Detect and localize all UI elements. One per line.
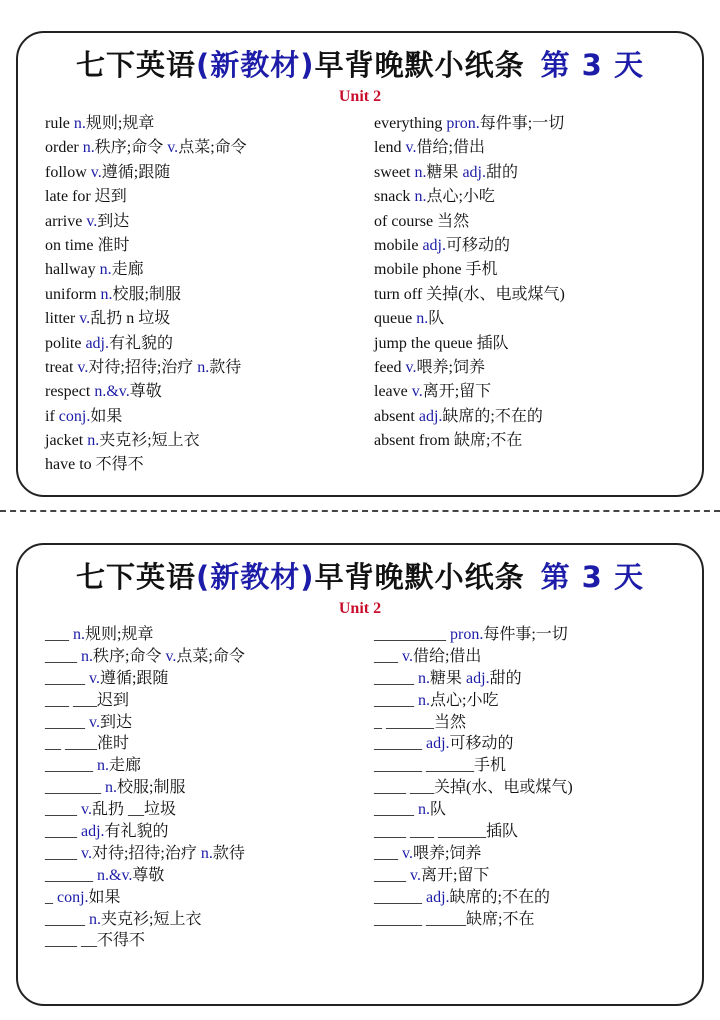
vocab-row [374,755,694,777]
vocab-row [45,843,365,865]
vocab-row [374,429,694,453]
part-of-speech: v. [411,383,423,401]
vocab-text: jump the queue 插队 [374,334,509,352]
vocab-row [45,258,365,282]
vocab-row [45,777,365,799]
vocab-row [45,161,365,185]
vocab-row [374,777,694,799]
vocab-text: 糖果 [426,163,463,181]
vocab-text: 借给;借出 [412,647,482,665]
vocab-text: litter [45,310,80,328]
vocab-text: rule [45,115,74,132]
vocab-text: if [45,407,59,425]
part-of-speech: v. [89,669,100,687]
vocab-text: 甜的 [489,669,522,687]
vocab-row [45,865,365,887]
vocab-text: everything [374,115,447,132]
part-of-speech: adj. [426,888,450,906]
part-of-speech: v. [77,358,89,376]
part-of-speech: pron. [450,626,484,643]
vocab-text: 到达 [97,212,130,230]
part-of-speech: adj. [466,669,490,687]
vocab-text: 有礼貌的 [104,823,169,841]
part-of-speech: v. [405,139,417,157]
part-of-speech: conj. [57,888,89,906]
unit-label: Unit 2 [338,88,382,105]
vocab-text: arrive [45,212,87,230]
part-of-speech: n. [73,626,85,643]
vocab-text: absent [374,407,419,425]
part-of-speech: n. [418,669,430,687]
vocab-text: jacket [45,432,88,450]
vocab-text: treat [45,358,78,376]
vocab-text: ____ __不得不 [45,932,146,950]
title-prefix: 七下英语 [76,560,197,594]
vocab-text: ____ ___关掉(水、电或煤气) [374,779,573,797]
vocab-text: ___ [374,844,402,862]
vocab-text: 校服;制服 [117,779,186,797]
vocab-text: _____ [45,910,89,928]
vocab-text: 尊敬 [129,383,162,401]
vocab-text: 秩序;命令 [93,647,166,665]
vocab-row [374,843,694,865]
part-of-speech: n. [99,261,112,279]
part-of-speech: n. [416,310,429,328]
top-note-card [16,31,704,497]
vocab-text: mobile [374,236,423,254]
vocab-row [45,799,365,821]
vocab-text: respect [45,383,95,401]
part-of-speech: n.&v. [97,866,133,884]
vocab-text: 走廊 [109,757,142,775]
part-of-speech: adj. [422,236,446,254]
vocab-text: 离开;留下 [420,866,490,884]
vocab-text: ______ [45,866,97,884]
vocab-text: leave [374,383,412,401]
vocab-row [45,307,365,331]
vocab-row [374,161,694,185]
part-of-speech: conj. [58,407,91,425]
quiz-column-left [45,624,365,952]
vocab-row [374,112,694,136]
vocab-row [374,733,694,755]
vocab-text: 规则;规章 [85,115,155,132]
part-of-speech: v. [89,713,100,731]
vocab-text: ____ ___ ______插队 [374,823,519,841]
part-of-speech: n. [89,910,101,928]
part-of-speech: v. [402,647,413,665]
vocab-text: 喂养;饲养 [416,358,485,376]
part-of-speech: v. [90,163,102,181]
vocab-text: lend [374,139,406,157]
title-day: 第 3 天 [540,48,644,82]
vocab-text: feed [374,358,406,376]
title-day: 第 3 天 [540,560,644,594]
vocab-row [374,646,694,668]
vocab-text: 缺席的;不在的 [449,888,550,906]
vocab-row [374,690,694,712]
vocab-row [374,380,694,404]
vocab-text: 可移动的 [445,236,510,254]
part-of-speech: v. [167,139,179,157]
vocab-row [374,332,694,356]
vocab-row [45,380,365,404]
part-of-speech: n. [418,801,430,819]
vocab-row [45,909,365,931]
title-highlight: (新教材) [196,48,315,82]
part-of-speech: n. [414,163,427,181]
vocab-text: 校服;制服 [112,285,181,303]
vocab-row [374,234,694,258]
part-of-speech: n. [100,285,113,303]
vocab-text: 规则;规章 [85,626,154,643]
vocab-text: ____ [45,801,81,819]
vocab-text: 甜的 [486,163,519,181]
vocab-text: 款待 [209,358,242,376]
vocab-text: _ [45,888,57,906]
vocab-text: late for 迟到 [45,188,127,206]
part-of-speech: n. [82,139,95,157]
vocab-text: 乱扔 __垃圾 [91,801,176,819]
part-of-speech: adj. [418,407,443,425]
part-of-speech: v. [405,358,417,376]
vocab-text: 每件事;一切 [479,115,565,132]
page-title [18,555,702,596]
title-suffix: 早背晚默小纸条 [314,48,525,82]
vocab-row [374,668,694,690]
vocab-row [45,453,365,477]
vocab-text: 对待;招待;治疗 [91,844,201,862]
vocab-text: _____ [45,713,89,731]
part-of-speech: v. [165,647,177,665]
vocab-text: turn off 关掉(水、电或煤气) [374,285,565,303]
vocab-text: ______ [45,757,97,775]
vocab-text: 如果 [88,888,121,906]
vocab-row [45,185,365,209]
vocab-row [374,185,694,209]
page-title [18,43,702,84]
vocab-text: ____ [374,866,410,884]
vocab-text: ___ ___迟到 [45,691,130,709]
vocab-text: ______ _____缺席;不在 [374,910,535,928]
vocab-row [374,624,694,646]
bottom-quiz-card [16,543,704,1006]
vocab-text: 糖果 [430,669,467,687]
vocab-text: ____ [45,844,81,862]
vocab-text: 点心;小吃 [430,691,499,709]
vocab-text: 尊敬 [132,866,165,884]
vocab-text: 点心;小吃 [426,188,495,206]
vocab-text: _________ [374,626,450,643]
vocab-text: ______ ______手机 [374,757,507,775]
vocab-row [45,821,365,843]
vocab-row [374,821,694,843]
vocab-text: ____ [45,647,81,665]
vocab-text: _____ [374,801,418,819]
vocab-text: 每件事;一切 [483,626,568,643]
vocab-row [45,712,365,734]
vocab-row [374,283,694,307]
part-of-speech: n. [87,432,100,450]
part-of-speech: adj. [462,163,486,181]
part-of-speech: v. [81,844,92,862]
vocab-text: 款待 [212,844,245,862]
vocab-text: 遵循;跟随 [99,669,169,687]
vocab-row [45,234,365,258]
vocab-text: 队 [430,801,447,819]
vocab-row [374,210,694,234]
part-of-speech: n. [200,844,213,862]
vocab-text: of course 当然 [374,212,470,230]
part-of-speech: v. [410,866,421,884]
vocab-text: uniform [45,285,101,303]
vocab-text: 遵循;跟随 [101,163,171,181]
part-of-speech: adj. [85,334,109,352]
part-of-speech: adj. [426,735,450,753]
vocab-text: snack [374,188,415,206]
part-of-speech: n. [414,188,427,206]
vocab-row [45,356,365,380]
part-of-speech: pron. [446,115,480,132]
vocab-text: ___ [45,626,73,643]
vocab-text: 乱扔 n 垃圾 [90,310,171,328]
part-of-speech: v. [86,212,98,230]
part-of-speech: n. [81,647,93,665]
vocab-row [374,405,694,429]
vocab-text: 到达 [99,713,132,731]
vocab-text: mobile phone 手机 [374,261,498,279]
vocab-text: 喂养;饲养 [412,844,482,862]
vocab-row [374,136,694,160]
vocab-row [45,690,365,712]
part-of-speech: adj. [81,823,105,841]
vocab-row [45,112,365,136]
part-of-speech: n. [197,358,210,376]
vocab-row [374,909,694,931]
vocab-row [45,210,365,234]
vocab-text: 借给;借出 [416,139,485,157]
vocab-row [45,429,365,453]
vocab-row [374,799,694,821]
vocab-text: sweet [374,163,415,181]
vocab-row [45,755,365,777]
part-of-speech: n. [418,691,430,709]
vocab-text: ______ [374,735,426,753]
part-of-speech: n. [105,779,117,797]
vocab-text: _____ [45,669,89,687]
vocab-column-right [374,112,694,453]
vocab-row [45,624,365,646]
vocab-text: 离开;留下 [422,383,492,401]
vocab-row [45,930,365,952]
vocab-text: on time 准时 [45,236,130,254]
vocab-row [374,712,694,734]
vocab-text: ______ [374,888,426,906]
vocab-text: 点菜;命令 [178,139,247,157]
vocab-text: ____ [45,823,81,841]
vocab-row [374,356,694,380]
vocab-text: 夹克衫;短上衣 [101,910,202,928]
vocab-text: _ ______当然 [374,713,467,731]
unit-label: Unit 2 [338,600,382,617]
vocab-text: order [45,139,83,157]
vocab-text: absent from 缺席;不在 [374,432,523,450]
vocab-row [374,887,694,909]
vocab-text: ___ [374,647,402,665]
vocab-text: 如果 [90,407,123,425]
quiz-column-right [374,624,694,930]
part-of-speech: n. [73,115,86,132]
vocab-text: __ ____准时 [45,735,130,753]
cut-line-divider [0,510,720,512]
part-of-speech: v. [402,844,413,862]
vocab-text: 可移动的 [449,735,514,753]
vocab-row [45,405,365,429]
vocab-row [45,733,365,755]
vocab-row [374,307,694,331]
vocab-text: _____ [374,691,418,709]
vocab-text: have to 不得不 [45,456,144,474]
vocab-row [374,865,694,887]
vocab-text: queue [374,310,417,328]
title-suffix: 早背晚默小纸条 [314,560,525,594]
part-of-speech: n.&v. [94,383,130,401]
part-of-speech: n. [97,757,109,775]
vocab-text: 缺席的;不在的 [442,407,543,425]
vocab-row [45,136,365,160]
vocab-text: hallway [45,261,100,279]
vocab-text: 点菜;命令 [176,647,245,665]
vocab-text: _____ [374,669,418,687]
vocab-text: 对待;招待;治疗 [88,358,198,376]
vocab-row [45,332,365,356]
vocab-text: 走廊 [111,261,144,279]
vocab-text: 秩序;命令 [94,139,168,157]
vocab-row [45,668,365,690]
vocab-row [45,283,365,307]
vocab-column-left [45,112,365,478]
vocab-text: polite [45,334,86,352]
part-of-speech: v. [79,310,91,328]
vocab-text: _______ [45,779,105,797]
vocab-row [45,646,365,668]
vocab-text: 夹克衫;短上衣 [99,432,200,450]
title-prefix: 七下英语 [76,48,197,82]
vocab-text: follow [45,163,91,181]
vocab-text: 队 [428,310,445,328]
vocab-row [374,258,694,282]
vocab-row [45,887,365,909]
vocab-text: 有礼貌的 [108,334,173,352]
part-of-speech: v. [81,801,92,819]
title-highlight: (新教材) [196,560,315,594]
